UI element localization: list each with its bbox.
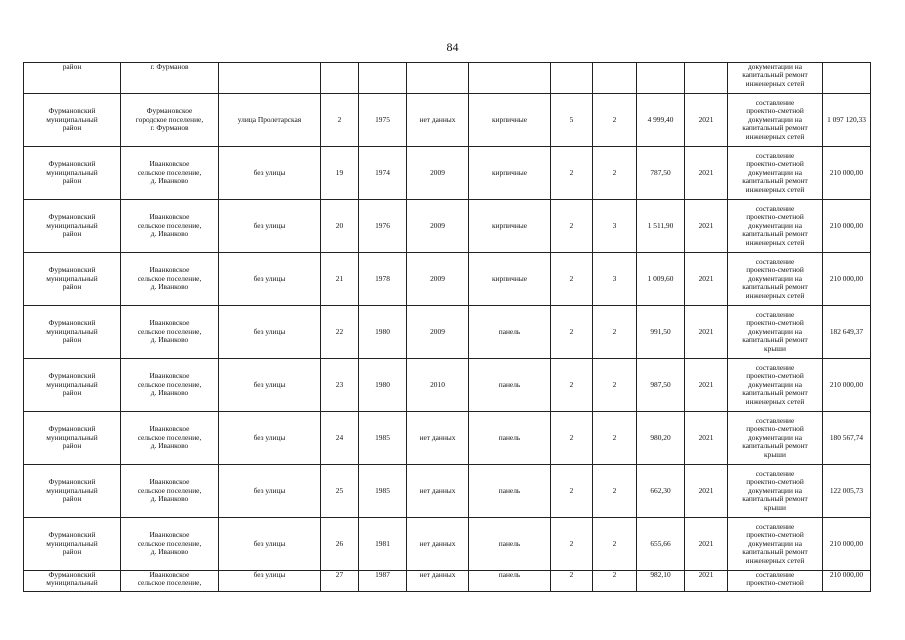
cell-house: 19: [321, 147, 359, 200]
cell-cost: 210 000,00: [823, 518, 871, 571]
cell-street: без улицы: [219, 359, 321, 412]
cell-work: составление проектно-сметной документации на капитальный ремонт инженерных сетей: [728, 518, 823, 571]
cell-street: улица Пролетарская: [219, 94, 321, 147]
cell-settlement: Фурмановское городское поселение, г. Фурманов: [121, 94, 219, 147]
cell-work: составление проектно-сметной документации на капитальный ремонт инженерных сетей: [728, 359, 823, 412]
cell-floors: 2: [551, 465, 593, 518]
cell-repair-year: 2009: [407, 253, 469, 306]
cell-area: 987,50: [637, 359, 685, 412]
cell-plan-year: 2021: [685, 571, 728, 592]
cell-walls: панель: [469, 306, 551, 359]
cell-work: составление проектно-сметной: [728, 571, 823, 592]
cell-cost: [823, 63, 871, 94]
cell-repair-year: нет данных: [407, 94, 469, 147]
cell-district: Фурмановский муниципальный район: [24, 518, 121, 571]
cell-plan-year: 2021: [685, 359, 728, 412]
cell-area: [637, 63, 685, 94]
cell-repair-year: нет данных: [407, 518, 469, 571]
table-row: [24, 200, 871, 253]
cell-entrances: 2: [593, 412, 637, 465]
cell-repair-year: нет данных: [407, 465, 469, 518]
table-row: [24, 253, 871, 306]
cell-entrances: [593, 63, 637, 94]
cell-work: составление проектно-сметной документации на капитальный ремонт инженерных сетей: [728, 253, 823, 306]
cell-entrances: 2: [593, 571, 637, 592]
cell-street: без улицы: [219, 412, 321, 465]
cell-entrances: 2: [593, 147, 637, 200]
cell-walls: панель: [469, 412, 551, 465]
cell-settlement: Иванковское сельское поселение, д. Иванково: [121, 518, 219, 571]
cell-cost: 210 000,00: [823, 253, 871, 306]
cell-house: 23: [321, 359, 359, 412]
cell-built: 1987: [359, 571, 407, 592]
cell-floors: [551, 63, 593, 94]
cell-area: 1 009,60: [637, 253, 685, 306]
cell-settlement: г. Фурманов: [121, 63, 219, 94]
cell-house: 22: [321, 306, 359, 359]
table-row: [24, 359, 871, 412]
cell-settlement: Иванковское сельское поселение, д. Иванково: [121, 306, 219, 359]
cell-cost: 210 000,00: [823, 571, 871, 592]
cell-house: [321, 63, 359, 94]
cell-settlement: Иванковское сельское поселение, д. Иванково: [121, 465, 219, 518]
cell-entrances: 3: [593, 200, 637, 253]
cell-floors: 5: [551, 94, 593, 147]
cell-floors: 2: [551, 571, 593, 592]
cell-entrances: 3: [593, 253, 637, 306]
cell-built: 1980: [359, 306, 407, 359]
cell-street: без улицы: [219, 518, 321, 571]
cell-cost: 210 000,00: [823, 359, 871, 412]
cell-floors: 2: [551, 306, 593, 359]
cell-area: 982,10: [637, 571, 685, 592]
cell-floors: 2: [551, 518, 593, 571]
table-row: [24, 412, 871, 465]
cell-repair-year: 2009: [407, 147, 469, 200]
table-row-partial: [24, 571, 871, 592]
cell-house: 27: [321, 571, 359, 592]
cell-floors: 2: [551, 412, 593, 465]
cell-area: 1 511,90: [637, 200, 685, 253]
cell-plan-year: 2021: [685, 465, 728, 518]
table-row: [24, 465, 871, 518]
cell-work: составление проектно-сметной документации на капитальный ремонт инженерных сетей: [728, 200, 823, 253]
page-number: 84: [446, 40, 459, 54]
cell-walls: панель: [469, 518, 551, 571]
cell-house: 20: [321, 200, 359, 253]
cell-area: 4 999,40: [637, 94, 685, 147]
cell-settlement: Иванковское сельское поселение, д. Иванково: [121, 253, 219, 306]
cell-house: 2: [321, 94, 359, 147]
cell-settlement: Иванковское сельское поселение, д. Иванково: [121, 412, 219, 465]
cell-entrances: 2: [593, 306, 637, 359]
cell-district: Фурмановский муниципальный район: [24, 465, 121, 518]
cell-built: 1985: [359, 412, 407, 465]
cell-plan-year: [685, 63, 728, 94]
cell-district: Фурмановский муниципальный район: [24, 412, 121, 465]
cell-house: 26: [321, 518, 359, 571]
cell-floors: 2: [551, 253, 593, 306]
cell-entrances: 2: [593, 359, 637, 412]
cell-street: без улицы: [219, 253, 321, 306]
table-row: [24, 306, 871, 359]
cell-street: [219, 63, 321, 94]
cell-repair-year: 2009: [407, 200, 469, 253]
cell-district: Фурмановский муниципальный район: [24, 306, 121, 359]
cell-area: 787,50: [637, 147, 685, 200]
cell-settlement: Иванковское сельское поселение, д. Иванково: [121, 200, 219, 253]
cell-built: 1976: [359, 200, 407, 253]
table-row: [24, 94, 871, 147]
cell-district: Фурмановский муниципальный: [24, 571, 121, 592]
cell-street: без улицы: [219, 306, 321, 359]
repair-plan-table: [23, 62, 871, 592]
cell-floors: 2: [551, 200, 593, 253]
cell-work: документации на капитальный ремонт инженерных сетей: [728, 63, 823, 94]
cell-settlement: Иванковское сельское поселение, д. Иванково: [121, 359, 219, 412]
cell-area: 655,66: [637, 518, 685, 571]
cell-built: 1978: [359, 253, 407, 306]
cell-plan-year: 2021: [685, 253, 728, 306]
cell-built: 1985: [359, 465, 407, 518]
cell-plan-year: 2021: [685, 518, 728, 571]
table-row: [24, 147, 871, 200]
cell-work: составление проектно-сметной документации на капитальный ремонт инженерных сетей: [728, 147, 823, 200]
cell-street: без улицы: [219, 200, 321, 253]
cell-work: составление проектно-сметной документации на капитальный ремонт инженерных сетей: [728, 94, 823, 147]
cell-district: Фурмановский муниципальный район: [24, 359, 121, 412]
cell-district: Фурмановский муниципальный район: [24, 147, 121, 200]
cell-plan-year: 2021: [685, 306, 728, 359]
cell-cost: 122 005,73: [823, 465, 871, 518]
cell-repair-year: нет данных: [407, 571, 469, 592]
cell-floors: 2: [551, 359, 593, 412]
cell-cost: 1 097 120,33: [823, 94, 871, 147]
cell-walls: панель: [469, 359, 551, 412]
cell-district: Фурмановский муниципальный район: [24, 200, 121, 253]
cell-house: 24: [321, 412, 359, 465]
cell-cost: 210 000,00: [823, 147, 871, 200]
cell-plan-year: 2021: [685, 200, 728, 253]
cell-walls: кирпичные: [469, 147, 551, 200]
cell-street: без улицы: [219, 465, 321, 518]
cell-cost: 182 649,37: [823, 306, 871, 359]
cell-plan-year: 2021: [685, 412, 728, 465]
cell-walls: [469, 63, 551, 94]
cell-house: 21: [321, 253, 359, 306]
cell-walls: кирпичные: [469, 200, 551, 253]
cell-built: [359, 63, 407, 94]
cell-work: составление проектно-сметной документации на капитальный ремонт крыши: [728, 465, 823, 518]
cell-area: 991,50: [637, 306, 685, 359]
cell-walls: кирпичные: [469, 253, 551, 306]
cell-plan-year: 2021: [685, 147, 728, 200]
cell-repair-year: 2009: [407, 306, 469, 359]
cell-entrances: 2: [593, 465, 637, 518]
cell-area: 980,20: [637, 412, 685, 465]
table-row: [24, 518, 871, 571]
cell-district: Фурмановский муниципальный район: [24, 94, 121, 147]
cell-built: 1974: [359, 147, 407, 200]
cell-entrances: 2: [593, 94, 637, 147]
cell-street: без улицы: [219, 571, 321, 592]
table-row-continued: [24, 63, 871, 94]
cell-repair-year: нет данных: [407, 412, 469, 465]
cell-cost: 210 000,00: [823, 200, 871, 253]
cell-house: 25: [321, 465, 359, 518]
cell-settlement: Иванковское сельское поселение,: [121, 571, 219, 592]
cell-work: составление проектно-сметной документации на капитальный ремонт крыши: [728, 306, 823, 359]
cell-walls: панель: [469, 571, 551, 592]
cell-built: 1981: [359, 518, 407, 571]
cell-district: Фурмановский муниципальный район: [24, 253, 121, 306]
cell-district: район: [24, 63, 121, 94]
cell-repair-year: 2010: [407, 359, 469, 412]
cell-street: без улицы: [219, 147, 321, 200]
cell-work: составление проектно-сметной документации на капитальный ремонт крыши: [728, 412, 823, 465]
cell-built: 1980: [359, 359, 407, 412]
cell-entrances: 2: [593, 518, 637, 571]
cell-area: 662,30: [637, 465, 685, 518]
cell-repair-year: [407, 63, 469, 94]
cell-plan-year: 2021: [685, 94, 728, 147]
cell-cost: 180 567,74: [823, 412, 871, 465]
cell-walls: панель: [469, 465, 551, 518]
cell-walls: кирпичные: [469, 94, 551, 147]
cell-floors: 2: [551, 147, 593, 200]
cell-settlement: Иванковское сельское поселение, д. Иванково: [121, 147, 219, 200]
cell-built: 1975: [359, 94, 407, 147]
